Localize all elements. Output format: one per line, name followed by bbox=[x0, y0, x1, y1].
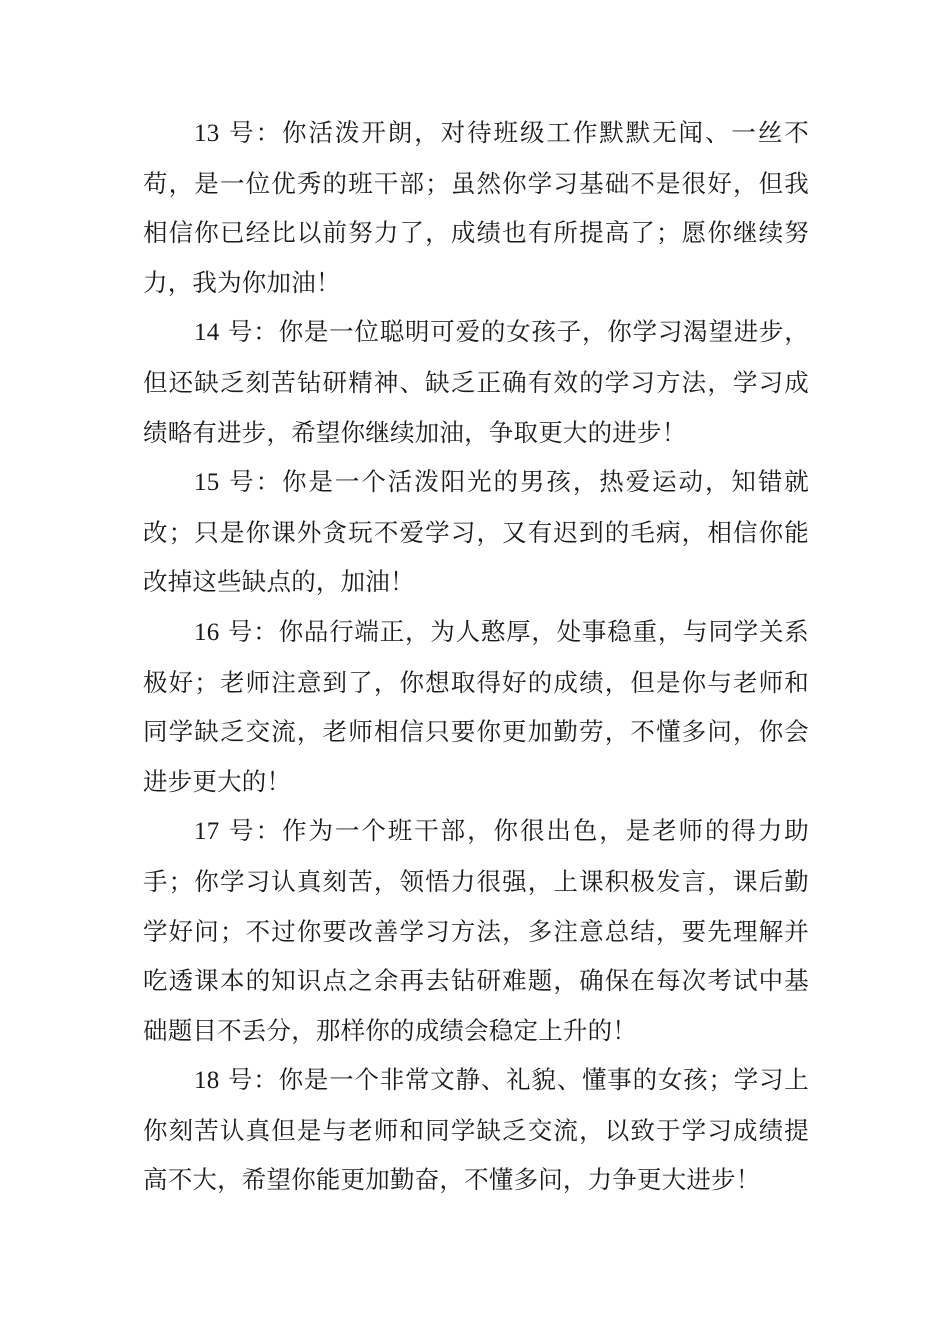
comment-entry-15 bbox=[143, 457, 809, 607]
entry-suffix: 号： bbox=[219, 1065, 279, 1095]
comment-list bbox=[143, 108, 809, 1205]
comment-entry-16 bbox=[143, 607, 809, 806]
entry-number: 17 bbox=[194, 818, 220, 846]
entry-text: 你是一位聪明可爱的女孩子，你学习渴望进步，但还缺乏刻苦钻研精神、缺乏正确有效的学习方法，学习成绩略有进步，希望你继续加油，争取更大的进步！ bbox=[143, 317, 809, 447]
entry-suffix: 号： bbox=[219, 317, 279, 347]
entry-text: 你活泼开朗，对待班级工作默默无闻、一丝不苟，是一位优秀的班干部；虽然你学习基础不是很好，但我相信你已经比以前努力了，成绩也有所提高了；愿你继续努力，我为你加油！ bbox=[143, 118, 810, 297]
entry-number: 13 bbox=[194, 120, 220, 147]
entry-number: 14 bbox=[194, 319, 220, 347]
entry-text: 你品行端正，为人憨厚，处事稳重，与同学关系极好；老师注意到了，你想取得好的成绩，但是你与老师和同学缺乏交流，老师相信只要你更加勤劳，不懂多问，你会进步更大的！ bbox=[143, 616, 809, 796]
entry-number: 18 bbox=[194, 1067, 220, 1095]
comment-entry-14 bbox=[143, 307, 809, 457]
entry-suffix: 号： bbox=[219, 616, 279, 646]
comment-entry-13 bbox=[143, 108, 809, 307]
entry-text: 你是一个非常文静、礼貌、懂事的女孩；学习上你刻苦认真但是与老师和同学缺乏交流，以致于学习成绩提高不大，希望你能更加勤奋，不懂多问，力争更大进步！ bbox=[143, 1065, 809, 1195]
entry-number: 15 bbox=[194, 469, 220, 497]
entry-number: 16 bbox=[194, 618, 220, 646]
entry-text: 你是一个活泼阳光的男孩，热爱运动，知错就改；只是你课外贪玩不爱学习，又有迟到的毛病，相信你能改掉这些缺点的，加油！ bbox=[143, 467, 810, 597]
entry-suffix: 号： bbox=[219, 467, 283, 497]
entry-suffix: 号： bbox=[219, 816, 283, 846]
comment-entry-17 bbox=[143, 806, 809, 1055]
entry-text: 作为一个班干部，你很出色，是老师的得力助手；你学习认真刻苦，领悟力很强，上课积极发言，课后勤学好问；不过你要改善学习方法，多注意总结，要先理解并吃透课本的知识点之余再去钻研难题，确保在每次考试中基础题目不丢分，那样你的成绩会稳定上升的！ bbox=[143, 816, 810, 1045]
entry-suffix: 号： bbox=[219, 118, 283, 147]
comment-entry-18 bbox=[143, 1055, 809, 1205]
